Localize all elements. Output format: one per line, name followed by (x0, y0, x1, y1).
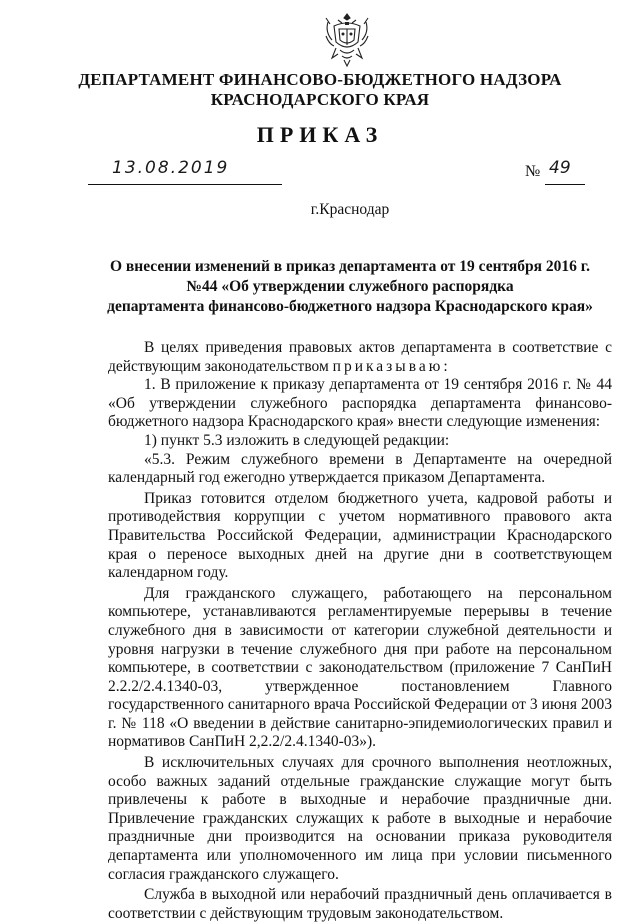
paragraph-holiday-pay: Служба в выходной или нерабочий праздничный день оплачивается в соответствии с действующим трудовым законодательством. (108, 886, 612, 922)
paragraph-order-preparation: Приказ готовится отделом бюджетного учета, кадровой работы и противодействия коррупции с учетом нормативного правового акта Правительства Российской Федерации, администрации Краснодарского края о переносе выходных дней на другие дни в соответствующем календарном году. (108, 489, 612, 582)
paragraph-exceptional-cases: В исключительных случаях для срочного выполнения неотложных, особо важных заданий отдельные гражданские служащие могут быть привлечены к работе в выходные и нерабочие праздничные дни. Привлечение гражданских служащих к работе в выходные и нерабочие праздничные дни производится на основании приказа руководителя департамента или уполномоченного им лица при условии письменного согласия гражданского служащего. (108, 754, 612, 883)
keyword-order: приказываю (332, 357, 444, 375)
date-field (88, 160, 282, 185)
document-type: ПРИКАЗ (256, 122, 384, 147)
paragraph-clause-5-3: «5.3. Режим служебного времени в Департаменте на очередной календарный год ежегодно утверждается приказом Департамента. (108, 450, 612, 487)
paragraph-preamble: В целях приведения правовых актов департамента в соответствие с действующим законодательством приказываю: (108, 339, 612, 375)
krasnodar-coat-of-arms-icon (324, 12, 370, 68)
department-name-line2: КРАСНОДАРСКОГО КРАЯ (210, 90, 430, 109)
city: г.Краснодар (310, 201, 390, 218)
department-name-line1: ДЕПАРТАМЕНТ ФИНАНСОВО-БЮДЖЕТНОГО НАДЗОРА (78, 70, 562, 89)
order-subject (0, 257, 640, 317)
number-field (545, 160, 585, 185)
subject-line3: департамента финансово-бюджетного надзора Краснодарского края» (107, 298, 593, 315)
handwritten-number: 49 (549, 158, 571, 178)
subject-line2: №44 «Об утверждении служебного распорядка (186, 278, 514, 295)
paragraph-computer-breaks: Для гражданского служащего, работающего на персональном компьютере, устанавливаются регламентируемые перерывы в течение служебного дня в зависимости от категории служебной деятельности и уровня нагрузки в течение служебного дня при работе на персональном компьютере, в соответствии с законодательством (приложение 7 СанПиН 2.2.2/2.4.1340-03, утвержденное постановлением Главного государственного санитарного врача Российской Федерации от 3 июня 2003 г. № 118 «О введении в действие санитарно-эпидемиологических правил и нормативов СанПиН 2,2.2/2.4.1340-03»). (108, 584, 612, 751)
number-label: № (525, 163, 541, 180)
paragraph-subitem-1: 1) пункт 5.3 изложить в следующей редакции: (144, 431, 450, 449)
subject-line1: О внесении изменений в приказ департамента от 19 сентября 2016 г. (110, 258, 590, 275)
order-body (108, 339, 612, 923)
paragraph-item-1: 1. В приложение к приказу департамента от 19 сентября 2016 г. № 44 «Об утверждении служебного распорядка департамента финансово-бюджетного надзора Краснодарского края» внести следующие изменения: (108, 376, 612, 431)
handwritten-date: 13.08.2019 (112, 158, 230, 178)
